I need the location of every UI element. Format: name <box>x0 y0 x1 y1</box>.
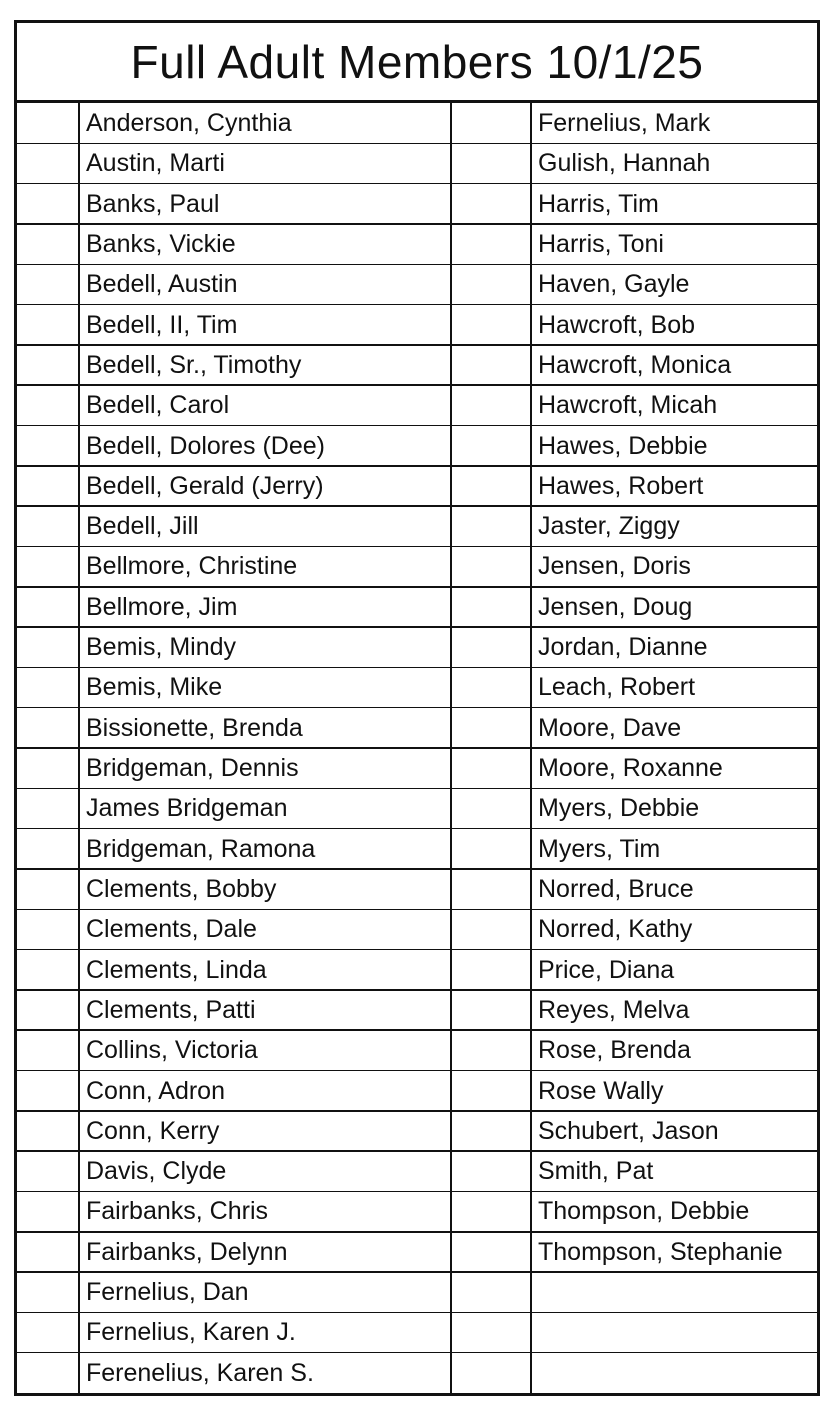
member-name-left: Banks, Paul <box>86 189 220 218</box>
member-name-right: Harris, Toni <box>538 229 664 258</box>
member-name-left: Clements, Bobby <box>86 874 277 903</box>
member-name-right: Gulish, Hannah <box>538 149 711 178</box>
member-name-right: Fernelius, Mark <box>538 109 711 137</box>
member-name-right: Reyes, Melva <box>538 995 690 1024</box>
member-name-right: Haven, Gayle <box>538 270 690 299</box>
member-name-right: Moore, Dave <box>538 713 682 742</box>
member-name-left: Bedell, II, Tim <box>86 310 238 339</box>
member-name-right: Leach, Robert <box>538 673 696 702</box>
member-name-left: Collins, Victoria <box>86 1036 258 1065</box>
member-name-right: Thompson, Debbie <box>538 1197 750 1226</box>
member-name-left: Bellmore, Jim <box>86 592 238 621</box>
member-name-left: Bedell, Jill <box>86 512 199 541</box>
member-name-left: Fernelius, Dan <box>86 1278 249 1307</box>
member-name-left: Bemis, Mindy <box>86 633 237 662</box>
member-name-left: Davis, Clyde <box>86 1157 227 1186</box>
member-name-right <box>538 1272 813 1312</box>
member-name-right <box>538 1312 813 1352</box>
member-name-right: Jensen, Doris <box>538 552 691 581</box>
member-name-left: Clements, Linda <box>86 955 267 984</box>
member-name-right: Rose Wally <box>538 1076 664 1105</box>
member-name-left: Bridgeman, Dennis <box>86 754 299 782</box>
member-name-right: Price, Diana <box>538 955 675 984</box>
member-name-right: Myers, Tim <box>538 834 661 863</box>
member-name-right: Hawes, Robert <box>538 471 704 500</box>
member-name-right: Smith, Pat <box>538 1157 654 1186</box>
member-name-right: Hawes, Debbie <box>538 431 708 460</box>
member-name-left: Banks, Vickie <box>86 229 236 258</box>
member-name-left: Bridgeman, Ramona <box>86 834 316 863</box>
member-name-left: Bedell, Carol <box>86 391 230 420</box>
member-name-right: Norred, Kathy <box>538 915 693 944</box>
member-name-left: Anderson, Cynthia <box>86 109 292 137</box>
member-name-left: Bemis, Mike <box>86 673 223 702</box>
member-name-right: Hawcroft, Monica <box>538 350 732 379</box>
member-name-left: James Bridgeman <box>86 794 288 823</box>
member-name-right: Jaster, Ziggy <box>538 512 680 541</box>
member-name-left: Conn, Adron <box>86 1076 225 1105</box>
member-name-left: Clements, Patti <box>86 995 256 1024</box>
member-name-right: Norred, Bruce <box>538 874 694 903</box>
member-name-left: Fairbanks, Delynn <box>86 1237 288 1266</box>
member-name-right: Harris, Tim <box>538 189 659 218</box>
member-name-right: Jensen, Doug <box>538 592 693 621</box>
member-name-left: Fernelius, Karen J. <box>86 1318 296 1347</box>
member-name-right: Schubert, Jason <box>538 1116 719 1145</box>
member-name-right <box>538 1353 813 1393</box>
member-name-left: Ferenelius, Karen S. <box>86 1358 314 1387</box>
member-name-right: Moore, Roxanne <box>538 754 723 782</box>
member-name-left: Bissionette, Brenda <box>86 713 303 742</box>
page-title: Full Adult Members 10/1/25 <box>17 23 817 103</box>
member-name-right: Hawcroft, Micah <box>538 391 718 420</box>
member-name-left: Bedell, Sr., Timothy <box>86 350 302 379</box>
member-name-left: Fairbanks, Chris <box>86 1197 268 1226</box>
member-name-left: Bedell, Gerald (Jerry) <box>86 471 324 500</box>
member-name-right: Myers, Debbie <box>538 794 700 823</box>
member-name-left: Clements, Dale <box>86 915 257 944</box>
member-grid <box>17 103 817 1393</box>
member-name-right: Thompson, Stephanie <box>538 1237 783 1266</box>
member-name-left: Austin, Marti <box>86 149 225 178</box>
member-name-right: Rose, Brenda <box>538 1036 691 1065</box>
member-name-left: Bedell, Dolores (Dee) <box>86 431 325 460</box>
member-name-left: Bedell, Austin <box>86 270 238 299</box>
member-name-left: Conn, Kerry <box>86 1116 220 1145</box>
member-name-right: Hawcroft, Bob <box>538 310 696 339</box>
member-name-left: Bellmore, Christine <box>86 552 298 581</box>
member-list-table <box>14 20 820 1396</box>
member-name-right: Jordan, Dianne <box>538 633 708 662</box>
